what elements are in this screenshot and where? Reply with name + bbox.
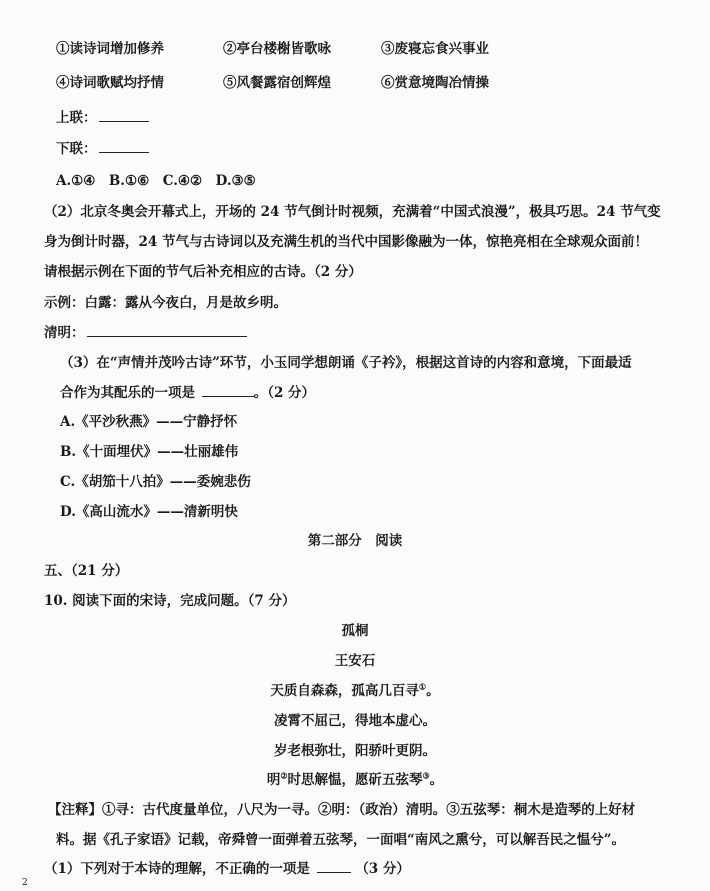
q3-line2-prefix: 合作为其配乐的一项是 <box>60 385 195 401</box>
q1-choices: A.①④ B.①⑥ C.④② D.③⑤ <box>56 173 256 189</box>
lower-couplet-blank[interactable] <box>99 140 149 153</box>
option-4: ④诗词歌赋均抒情 <box>56 75 164 91</box>
qingming-line <box>44 324 247 342</box>
footnote-mark-2: ② <box>280 770 288 781</box>
option-3: ③废寝忘食兴事业 <box>381 41 489 57</box>
poem-line-2: 凌霄不屈己，得地本虚心。 <box>274 713 436 729</box>
poem-line-4-end: 。 <box>429 772 444 788</box>
section-5-heading: 五、（21 分） <box>44 563 129 579</box>
qingming-label: 清明： <box>44 325 85 341</box>
qingming-blank[interactable] <box>87 324 247 337</box>
poem-line-4 <box>0 771 710 789</box>
q3-choice-a: A.《平沙秋燕》——宁静抒怀 <box>60 414 238 430</box>
part2-title: 第二部分 阅读 <box>307 533 403 549</box>
option-6: ⑥赏意境陶冶情操 <box>381 75 489 91</box>
lower-couplet-label: 下联： <box>56 141 97 157</box>
notes-line2: 料。据《孔子家语》记载，帝舜曾一面弹着五弦琴，一面唱“南风之熏兮，可以解吾民之愠兮”。 <box>56 832 626 848</box>
q3-choice-b: B.《十面埋伏》——壮丽雄伟 <box>60 444 239 460</box>
q10-1-score: （3 分） <box>355 861 410 877</box>
q10-1-text: （1）下列对于本诗的理解，不正确的一项是 <box>44 861 310 877</box>
q10-1-answer-blank[interactable] <box>317 860 351 873</box>
q3-line1: （3）在“声情并茂吟古诗”环节，小玉同学想朗诵《子衿》，根据这首诗的内容和意境，下面最适 <box>60 355 632 371</box>
q2-line3: 请根据示例在下面的节气后补充相应的古诗。（2 分） <box>44 264 362 280</box>
q3-choice-d: D.《高山流水》——清新明快 <box>60 504 238 520</box>
footnote-mark-1: ① <box>418 681 427 692</box>
option-5: ⑤风餐露宿创辉煌 <box>223 75 331 91</box>
q10-1-line <box>44 860 410 878</box>
q2-example: 示例：白露：露从今夜白，月是故乡明。 <box>44 295 287 311</box>
poem-line-1 <box>0 682 710 700</box>
upper-couplet-line <box>56 109 149 127</box>
q2-line2: 身为倒计时器，24 节气与古诗词以及充满生机的当代中国影像融为一体，惊艳亮相在全球观众面前！ <box>44 234 648 250</box>
poem-line-3: 岁老根弥壮，阳骄叶更阴。 <box>274 743 436 759</box>
upper-couplet-label: 上联： <box>56 110 97 126</box>
poem-line-4-text: 时思解愠，愿斫五弦琴 <box>287 772 423 788</box>
q3-answer-blank[interactable] <box>202 384 254 397</box>
notes-line1: 【注释】①寻：古代度量单位，八尺为一寻。②明：（政治）清明。③五弦琴：桐木是造琴的上好材 <box>48 802 636 818</box>
q3-line2-suffix: 。（2 分） <box>253 385 316 401</box>
poem-author: 王安石 <box>334 653 376 669</box>
lower-couplet-line <box>56 140 149 158</box>
poem-line-4-start: 明 <box>266 772 281 788</box>
q10-heading: 10. 阅读下面的宋诗，完成问题。（7 分） <box>44 593 296 609</box>
q2-line1: （2）北京冬奥会开幕式上，开场的 24 节气倒计时视频，充满着“中国式浪漫”，极具巧思。24 节气变 <box>44 204 661 220</box>
q3-choice-c: C.《胡笳十八拍》——委婉悲伤 <box>60 474 251 490</box>
option-2: ②亭台楼榭皆歌咏 <box>223 41 331 57</box>
poem-title: 孤桐 <box>341 623 369 639</box>
footnote-mark-3: ③ <box>422 770 430 781</box>
poem-line-1-text: 天质自森森，孤高几百寻 <box>270 683 419 699</box>
q3-line2 <box>60 384 315 402</box>
option-1: ①读诗词增加修养 <box>56 41 164 57</box>
upper-couplet-blank[interactable] <box>99 109 149 122</box>
poem-line-1-end: 。 <box>426 683 440 699</box>
page-number: 2 <box>22 878 28 888</box>
